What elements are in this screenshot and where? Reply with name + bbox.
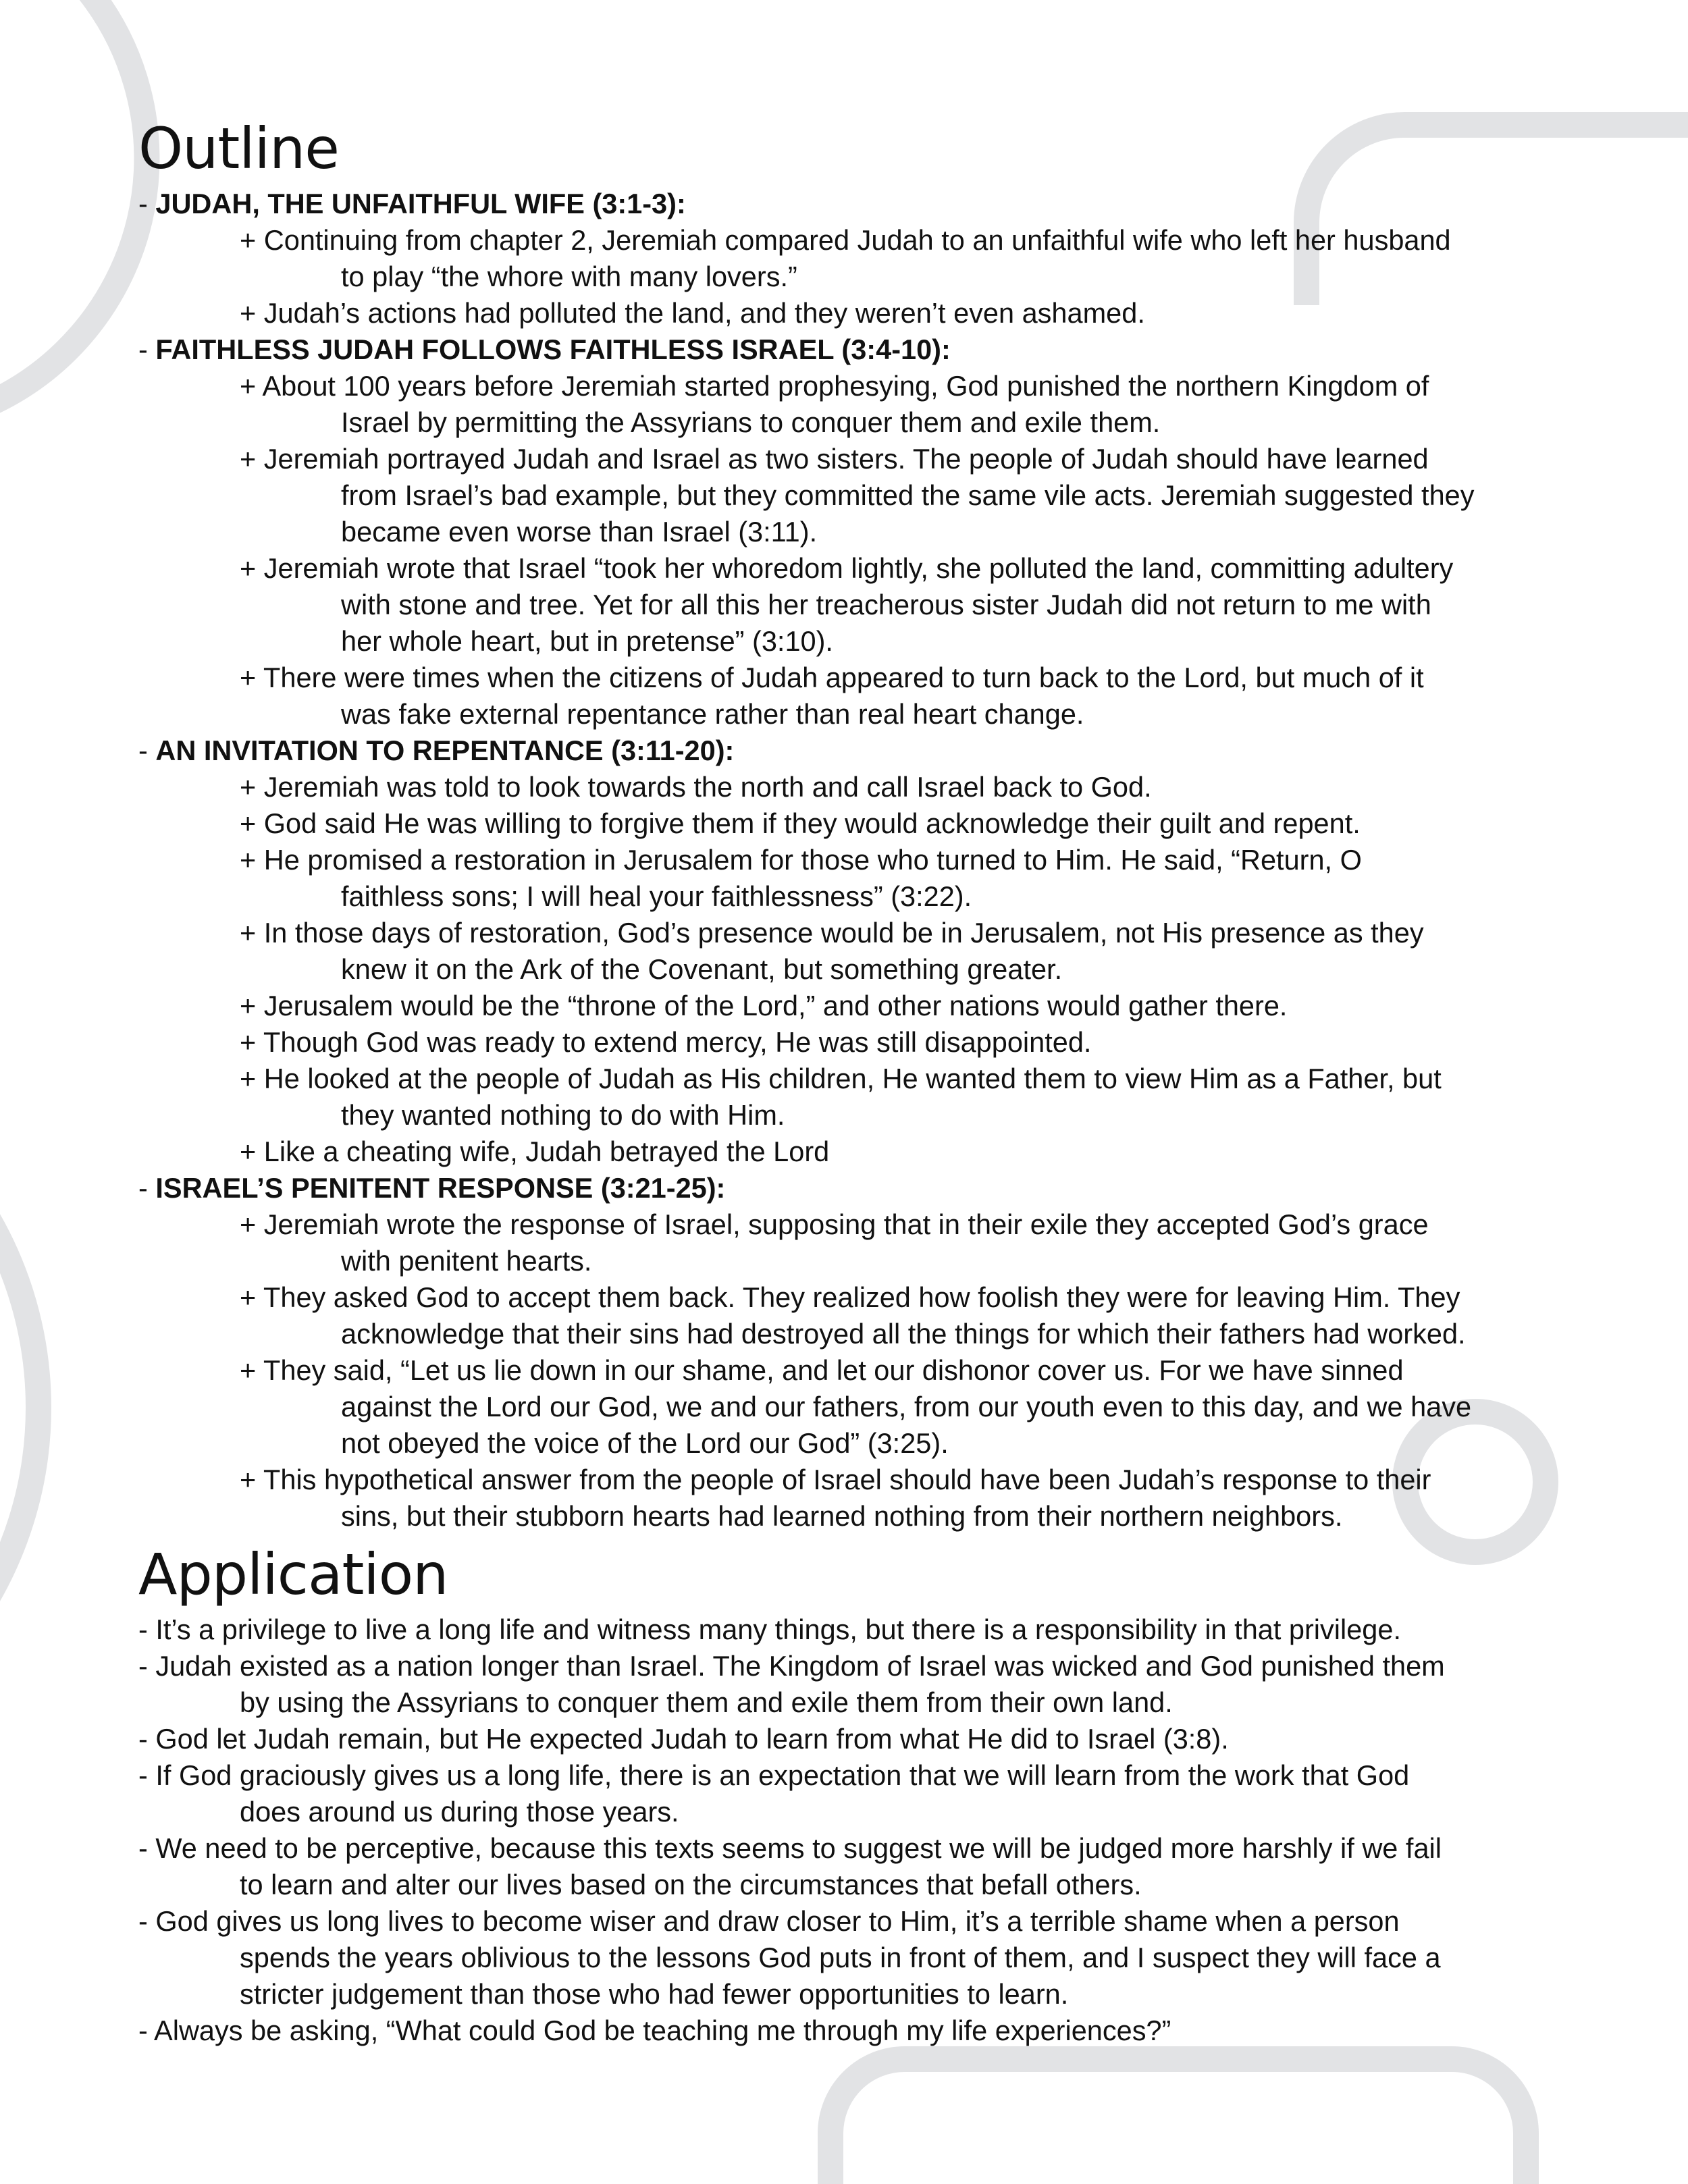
bullet-item (138, 660, 1590, 733)
bullet-line: against the Lord our God, we and our fathers, from our youth even to this day, and we have (341, 1391, 1472, 1422)
application-item (138, 1612, 1590, 1648)
bullet-line: + About 100 years before Jeremiah started prophesying, God punished the northern Kingdom of (240, 370, 1429, 402)
bullet-item (138, 368, 1590, 441)
application-item (138, 1648, 1590, 1721)
bullet-line: acknowledge that their sins had destroyed all the things for which their fathers had worked. (341, 1318, 1466, 1350)
bullet-line: + Jerusalem would be the “throne of the Lord,” and other nations would gather there. (240, 990, 1288, 1021)
bullet-item (138, 222, 1590, 295)
bullet-line: + Jeremiah wrote the response of Israel, supposing that in their exile they accepted God’s grace (240, 1208, 1429, 1240)
bullet-line: faithless sons; I will heal your faithlessness” (3:22). (341, 880, 972, 912)
bullet-item (138, 915, 1590, 988)
bullet-item (138, 842, 1590, 915)
bullet-line: + Continuing from chapter 2, Jeremiah compared Judah to an unfaithful wife who left her husband (240, 224, 1451, 256)
outline-heading: Outline (138, 115, 339, 182)
bullet-item (138, 550, 1590, 660)
application-line: does around us during those years. (240, 1796, 679, 1828)
bullet-line: they wanted nothing to do with Him. (341, 1099, 785, 1131)
section-title-text: AN INVITATION TO REPENTANCE (3:11-20): (155, 735, 735, 766)
bullet-line: became even worse than Israel (3:11). (341, 516, 818, 548)
bullet-line: + He looked at the people of Judah as His children, He wanted them to view Him as a Father, but (240, 1063, 1442, 1094)
section-title: - JUDAH, THE UNFAITHFUL WIFE (3:1-3): (138, 188, 686, 219)
bullet-item (138, 1279, 1590, 1352)
application-heading: Application (138, 1541, 448, 1607)
section-title-text: FAITHLESS JUDAH FOLLOWS FAITHLESS ISRAEL (3:4-10): (155, 334, 951, 365)
section-title-text: JUDAH, THE UNFAITHFUL WIFE (3:1-3): (155, 188, 686, 219)
application-line: by using the Assyrians to conquer them and exile them from their own land. (240, 1686, 1173, 1718)
application-item (138, 1757, 1590, 1830)
application-item (138, 2013, 1590, 2049)
left-middle-arc (0, 1195, 38, 1620)
application-line: - It’s a privilege to live a long life and witness many things, but there is a responsibility in that privilege. (138, 1614, 1401, 1645)
bullet-line: knew it on the Ark of the Covenant, but something greater. (341, 953, 1063, 985)
bullet-item (138, 441, 1590, 550)
bullet-line: + Judah’s actions had polluted the land, and they weren’t even ashamed. (240, 297, 1145, 329)
top-left-arc (0, 0, 147, 405)
bullet-line: + Jeremiah was told to look towards the north and call Israel back to God. (240, 771, 1152, 803)
bullet-line: + They asked God to accept them back. They realized how foolish they were for leaving Him. They (240, 1281, 1460, 1313)
application-line: - Always be asking, “What could God be teaching me through my life experiences?” (138, 2015, 1171, 2046)
bullet-line: sins, but their stubborn hearts had learned nothing from their northern neighbors. (341, 1500, 1343, 1532)
bullet-line: + He promised a restoration in Jerusalem for those who turned to Him. He said, “Return, O (240, 844, 1362, 876)
bullet-line: + Though God was ready to extend mercy, He was still disappointed. (240, 1026, 1092, 1058)
bullet-item (138, 988, 1590, 1024)
bullet-item (138, 295, 1590, 331)
bullet-item (138, 1134, 1590, 1170)
bullet-line: + Like a cheating wife, Judah betrayed the Lord (240, 1136, 830, 1167)
bullet-line: + There were times when the citizens of Judah appeared to turn back to the Lord, but much of it (240, 662, 1424, 693)
bullet-line: + Jeremiah portrayed Judah and Israel as two sisters. The people of Judah should have learned (240, 443, 1429, 475)
bottom-capsule (830, 2059, 1526, 2184)
application-list (138, 1612, 1590, 2049)
application-item (138, 1903, 1590, 2013)
bullet-line: from Israel’s bad example, but they committed the same vile acts. Jeremiah suggested they (341, 479, 1475, 511)
section-title-text: ISRAEL’S PENITENT RESPONSE (3:21-25): (155, 1172, 726, 1204)
document-body (138, 111, 1590, 2049)
bullet-line: + God said He was willing to forgive them if they would acknowledge their guilt and repent. (240, 807, 1361, 839)
bullet-item (138, 1352, 1590, 1462)
bullet-item (138, 1206, 1590, 1279)
application-line: - Judah existed as a nation longer than Israel. The Kingdom of Israel was wicked and God punished them (138, 1650, 1445, 1682)
bullet-line: + They said, “Let us lie down in our shame, and let our dishonor cover us. For we have sinned (240, 1354, 1404, 1386)
application-line: - We need to be perceptive, because this texts seems to suggest we will be judged more harshly if we fail (138, 1832, 1442, 1864)
bullet-line: with penitent hearts. (341, 1245, 592, 1277)
section-title: - AN INVITATION TO REPENTANCE (3:11-20): (138, 735, 735, 766)
bullet-line: + This hypothetical answer from the people of Israel should have been Judah’s response to their (240, 1464, 1431, 1495)
bullet-line: Israel by permitting the Assyrians to conquer them and exile them. (341, 406, 1161, 438)
bullet-item (138, 805, 1590, 842)
application-line: to learn and alter our lives based on the circumstances that befall others. (240, 1869, 1142, 1900)
outline-sections (138, 186, 1590, 1535)
application-line: spends the years oblivious to the lessons God puts in front of them, and I suspect they will face a (240, 1942, 1441, 1973)
application-item (138, 1830, 1590, 1903)
application-line: - God let Judah remain, but He expected Judah to learn from what He did to Israel (3:8). (138, 1723, 1229, 1755)
bullet-line: + In those days of restoration, God’s presence would be in Jerusalem, not His presence as they (240, 917, 1424, 949)
section-title: - FAITHLESS JUDAH FOLLOWS FAITHLESS ISRAEL (3:4-10): (138, 334, 951, 365)
bullet-line: was fake external repentance rather than real heart change. (341, 698, 1084, 730)
bullet-line: to play “the whore with many lovers.” (341, 261, 797, 292)
application-line: - God gives us long lives to become wiser and draw closer to Him, it’s a terrible shame when a person (138, 1905, 1400, 1937)
bullet-line: her whole heart, but in pretense” (3:10). (341, 625, 833, 657)
bullet-line: + Jeremiah wrote that Israel “took her whoredom lightly, she polluted the land, committing adultery (240, 552, 1454, 584)
bullet-line: not obeyed the voice of the Lord our God” (3:25). (341, 1427, 949, 1459)
bullet-item (138, 1024, 1590, 1061)
bullet-item (138, 769, 1590, 805)
bullet-item (138, 1462, 1590, 1535)
bullet-line: with stone and tree. Yet for all this her treacherous sister Judah did not return to me with (341, 589, 1431, 620)
bullet-item (138, 1061, 1590, 1134)
application-line: - If God graciously gives us a long life, there is an expectation that we will learn from the work that God (138, 1759, 1410, 1791)
application-line: stricter judgement than those who had fewer opportunities to learn. (240, 1978, 1069, 2010)
section-title: - ISRAEL’S PENITENT RESPONSE (3:21-25): (138, 1172, 726, 1204)
application-item (138, 1721, 1590, 1757)
